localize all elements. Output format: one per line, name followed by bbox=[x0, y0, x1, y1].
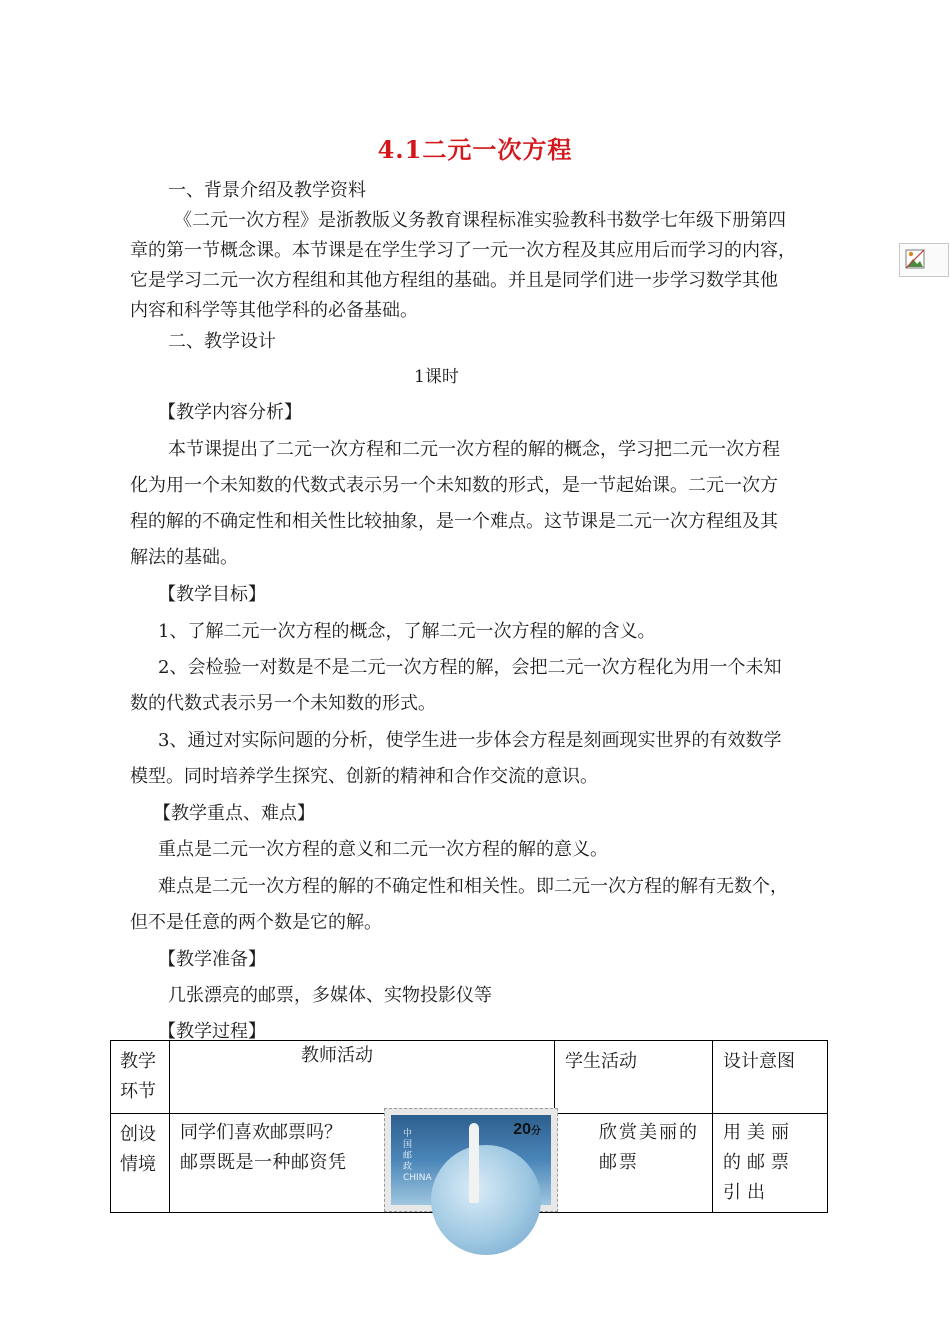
header-teacher bbox=[170, 1041, 555, 1114]
section1-line: 章的第一节概念课。本节课是在学生学习了一元一次方程及其应用后而学习的内容， bbox=[130, 240, 796, 261]
content-analysis-line: 化为用一个未知数的代数式表示另一个未知数的形式，是一节起始课。二元一次方 bbox=[130, 475, 778, 496]
stamp-artwork bbox=[391, 1115, 551, 1205]
goals-heading: 【教学目标】 bbox=[158, 584, 266, 605]
stamp-value bbox=[513, 1121, 541, 1139]
row-stage: 创设情境 bbox=[111, 1114, 170, 1213]
keypoint-line: 难点是二元一次方程的解的不确定性和相关性。即二元一次方程的解有无数个， bbox=[158, 876, 788, 897]
stamp-country: 中国邮政 CHINA bbox=[403, 1129, 432, 1183]
row-student: 欣赏美丽的邮票 bbox=[555, 1114, 713, 1213]
header-intent: 设计意图 bbox=[713, 1041, 828, 1114]
goal-item: 1、了解二元一次方程的概念，了解二元一次方程的解的含义。 bbox=[158, 621, 656, 642]
header-stage: 教学环节 bbox=[111, 1041, 170, 1114]
section1-heading: 一、背景介绍及教学资料 bbox=[168, 180, 366, 201]
stamp-value-number: 20 bbox=[513, 1121, 531, 1138]
section1-line: 内容和科学等其他学科的必备基础。 bbox=[130, 300, 418, 321]
broken-image-icon bbox=[899, 243, 949, 277]
goal-item: 模型。同时培养学生探究、创新的精神和合作交流的意识。 bbox=[130, 766, 598, 787]
row-intent: 用美丽的邮票引出 bbox=[713, 1114, 828, 1213]
header-teacher-label: 教师活动 bbox=[301, 1045, 373, 1066]
row-teacher-line: 同学们喜欢邮票吗？ bbox=[180, 1122, 342, 1143]
goal-item: 2、会检验一对数是不是二元一次方程的解，会把二元一次方程化为用一个未知 bbox=[158, 657, 782, 678]
stamp-value-unit: 分 bbox=[531, 1126, 541, 1137]
section2-heading: 二、教学设计 bbox=[168, 331, 276, 352]
prep-text: 几张漂亮的邮票，多媒体、实物投影仪等 bbox=[168, 985, 492, 1006]
class-period: 1课时 bbox=[414, 367, 459, 387]
keypoint-line: 但不是任意的两个数是它的解。 bbox=[130, 912, 382, 933]
goal-item: 3、通过对实际问题的分析，使学生进一步体会方程是刻画现实世界的有效数学 bbox=[158, 730, 782, 751]
content-analysis-line: 程的解的不确定性和相关性比较抽象，是一个难点。这节课是二元一次方程组及其 bbox=[130, 511, 778, 532]
stamp-image bbox=[384, 1108, 558, 1212]
row-teacher-line: 邮票既是一种邮资凭 bbox=[180, 1152, 347, 1173]
rocket-shape bbox=[469, 1123, 479, 1203]
prep-heading: 【教学准备】 bbox=[158, 949, 266, 970]
process-heading: 【教学过程】 bbox=[158, 1021, 266, 1042]
content-analysis-heading: 【教学内容分析】 bbox=[158, 402, 302, 423]
content-analysis-line: 解法的基础。 bbox=[130, 547, 238, 568]
content-analysis-line: 本节课提出了二元一次方程和二元一次方程的解的概念，学习把二元一次方程 bbox=[168, 439, 780, 460]
goal-item: 数的代数式表示另一个未知数的形式。 bbox=[130, 693, 436, 714]
section1-line: 它是学习二元一次方程组和其他方程组的基础。并且是同学们进一步学习数学其他 bbox=[130, 270, 778, 291]
keypoints-heading: 【教学重点、难点】 bbox=[153, 803, 315, 824]
table-header-row bbox=[111, 1041, 828, 1114]
keypoint-line: 重点是二元一次方程的意义和二元一次方程的解的意义。 bbox=[158, 839, 608, 860]
section1-line: 《二元一次方程》是浙教版义务教育课程标准实验教科书数学七年级下册第四 bbox=[174, 210, 786, 231]
moon-shape bbox=[431, 1145, 541, 1255]
page-title: 4.1二元一次方程 bbox=[377, 135, 573, 164]
header-student: 学生活动 bbox=[555, 1041, 713, 1114]
